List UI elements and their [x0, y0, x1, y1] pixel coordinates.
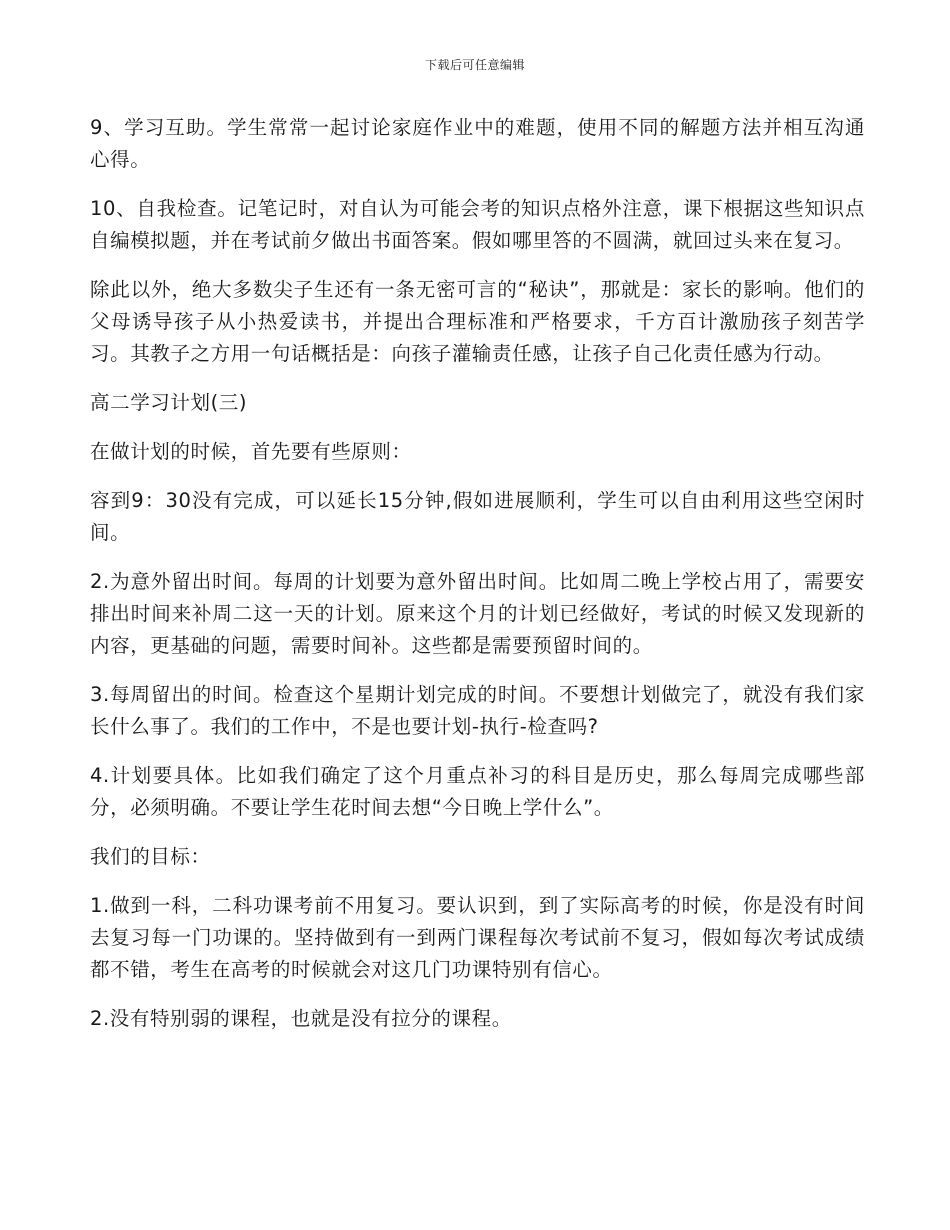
paragraph-specific-plan: 4.计划要具体。比如我们确定了这个月重点补习的科目是历史，那么每周完成哪些部分，必须明确。不要让学生花时间去想“今日晚上学什么”。 [90, 764, 865, 819]
paragraph-weekly-check: 3.每周留出的时间。检查这个星期计划完成的时间。不要想计划做完了，就没有我们家长什么事了。我们的工作中，不是也要计划-执行-检查吗? [90, 683, 865, 738]
page-header-note: 下载后可任意编辑 [424, 58, 525, 72]
paragraph-extend-time: 容到9：30没有完成，可以延长15分钟,假如进展顺利，学生可以自由利用这些空闲时间。 [90, 489, 865, 544]
paragraph-reserve-time: 2.为意外留出时间。每周的计划要为意外留出时间。比如周二晚上学校占用了，需要安排出时间来补周二这一天的计划。原来这个月的计划已经做好，考试的时候又发现新的内容，更基础的问题，需要时间补。这些都是需要预留时间的。 [90, 570, 865, 657]
document-body [90, 112, 865, 1052]
paragraph-principles-intro: 在做计划的时候，首先要有些原则： [90, 440, 412, 463]
paragraph-self-check: 10、自我检查。记笔记时，对自认为可能会考的知识点格外注意，课下根据这些知识点自编模拟题，并在考试前夕做出书面答案。假如哪里答的不圆满，就回过头来在复习。 [90, 197, 865, 252]
paragraph-parent-influence: 除此以外，绝大多数尖子生还有一条无密可言的“秘诀”，那就是：家长的影响。他们的父母诱导孩子从小热爱读书，并提出合理标准和严格要求，千方百计激励孩子刻苦学习。其教子之方用一句话概括是：向孩子灌输责任感，让孩子自己化责任感为行动。 [90, 278, 865, 365]
paragraph-goals-intro: 我们的目标： [90, 845, 211, 868]
paragraph-mutual-help: 9、学习互助。学生常常一起讨论家庭作业中的难题，使用不同的解题方法并相互沟通心得。 [90, 116, 865, 171]
paragraph-goal-one: 1.做到一科，二科功课考前不用复习。要认识到，到了实际高考的时候，你是没有时间去复习每一门功课的。坚持做到有一到两门课程每次考试前不复习，假如每次考试成绩都不错，考生在高考的时候就会对这几门功课特别有信心。 [90, 894, 865, 981]
paragraph-goal-two: 2.没有特别弱的课程，也就是没有拉分的课程。 [90, 1007, 512, 1030]
section-heading: 高二学习计划(三) [90, 391, 248, 414]
